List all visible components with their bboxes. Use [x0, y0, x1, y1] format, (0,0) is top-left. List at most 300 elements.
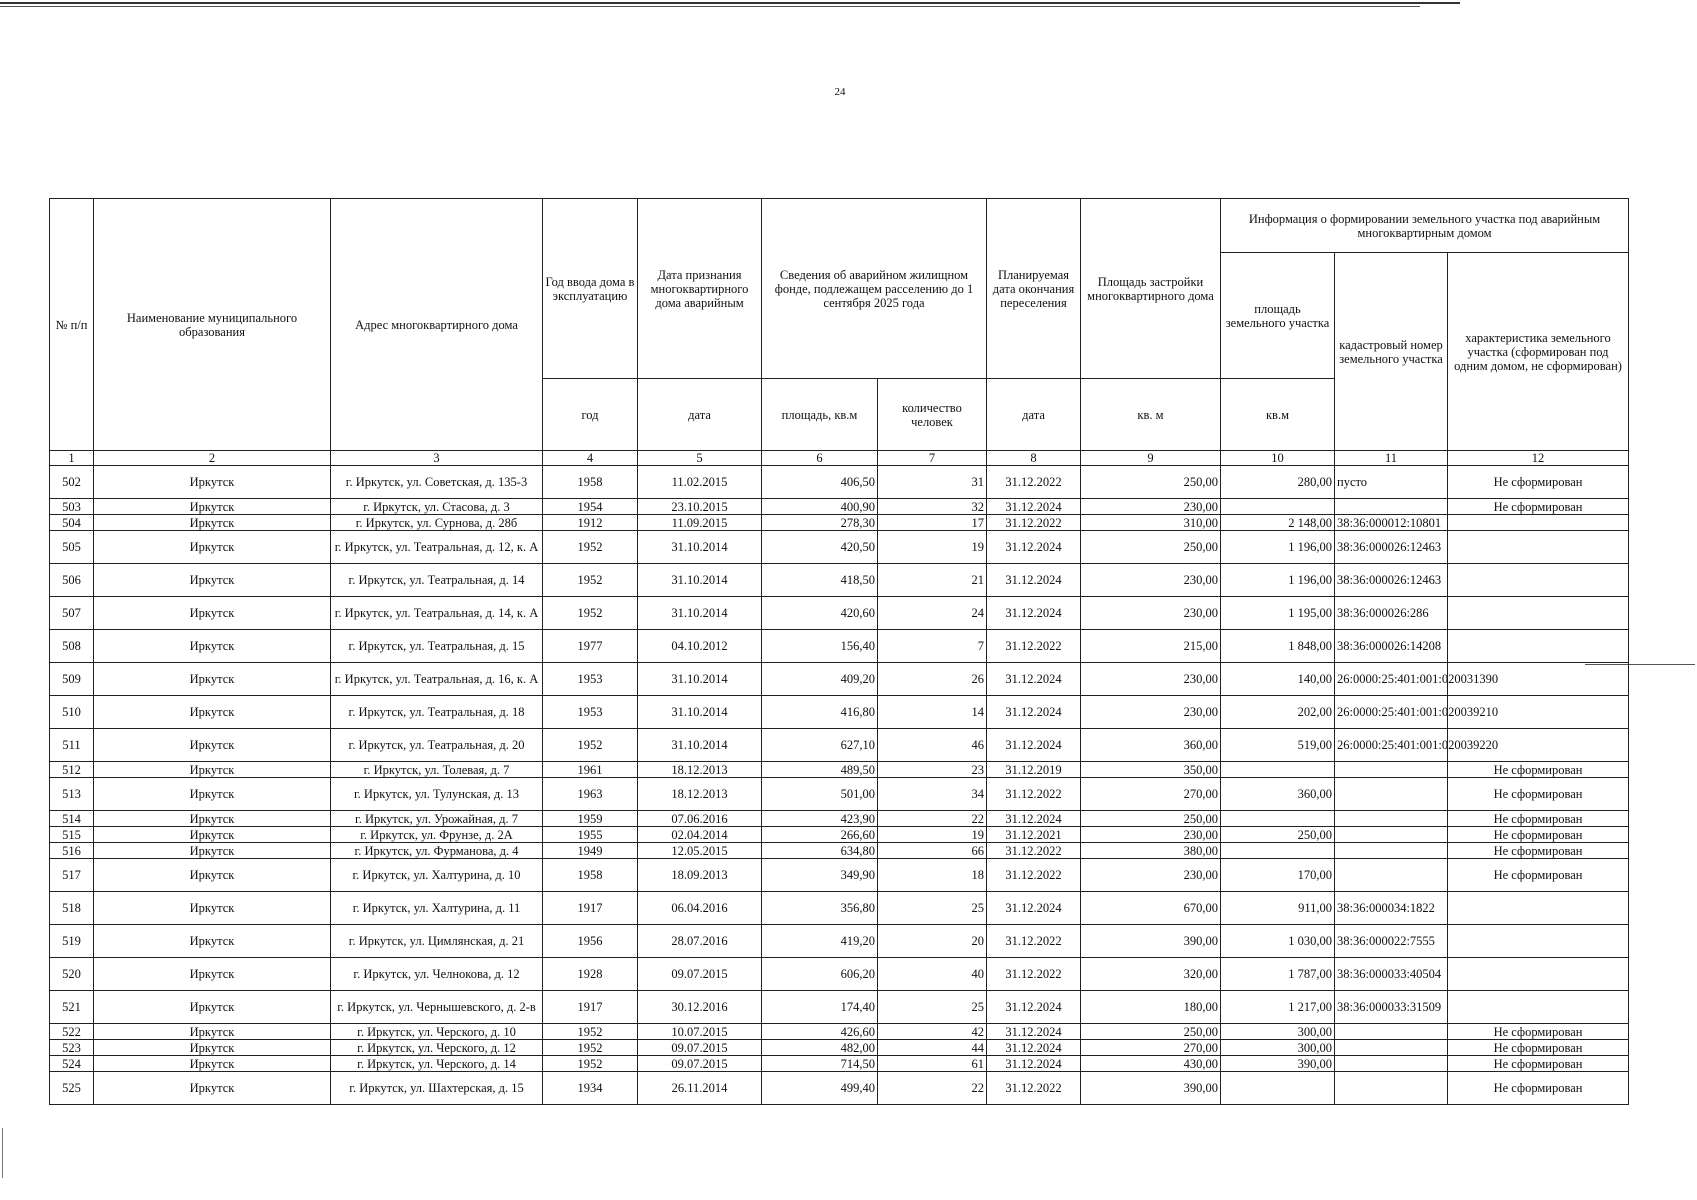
- planned-date-cell: 31.12.2021: [987, 827, 1081, 843]
- built-area-cell: 230,00: [1081, 827, 1221, 843]
- people-cell: 17: [878, 515, 987, 531]
- recognition-date-cell: 31.10.2014: [638, 564, 762, 597]
- year-cell: 1952: [543, 1040, 638, 1056]
- built-area-cell: 230,00: [1081, 663, 1221, 696]
- land-characteristic-cell: [1448, 515, 1629, 531]
- recognition-date-cell: 09.07.2015: [638, 958, 762, 991]
- row-number: 508: [50, 630, 94, 663]
- land-characteristic-cell: Не сформирован: [1448, 778, 1629, 811]
- header-built-area: Площадь застройки многоквартирного дома: [1081, 199, 1221, 379]
- recognition-date-cell: 07.06.2016: [638, 811, 762, 827]
- land-area-cell: [1221, 1072, 1335, 1105]
- recognition-date-cell: 30.12.2016: [638, 991, 762, 1024]
- land-area-cell: 1 217,00: [1221, 991, 1335, 1024]
- people-cell: 32: [878, 499, 987, 515]
- built-area-cell: 320,00: [1081, 958, 1221, 991]
- planned-date-cell: 31.12.2022: [987, 859, 1081, 892]
- table-row: [50, 1024, 1629, 1040]
- municipality-cell: Иркутск: [94, 499, 331, 515]
- unit-date-planned: дата: [987, 379, 1081, 451]
- row-number: 524: [50, 1056, 94, 1072]
- area-cell: 423,90: [762, 811, 878, 827]
- row-number: 504: [50, 515, 94, 531]
- column-number-row: [50, 451, 1629, 466]
- row-number: 515: [50, 827, 94, 843]
- top-rule-secondary: [0, 6, 1420, 7]
- cadastral-cell: 26:0000:25:401:001:020039220: [1335, 729, 1448, 762]
- recognition-date-cell: 31.10.2014: [638, 663, 762, 696]
- address-cell: г. Иркутск, ул. Цимлянская, д. 21: [331, 925, 543, 958]
- municipality-cell: Иркутск: [94, 466, 331, 499]
- row-number: 519: [50, 925, 94, 958]
- header-number: № п/п: [50, 199, 94, 451]
- recognition-date-cell: 09.07.2015: [638, 1040, 762, 1056]
- people-cell: 25: [878, 892, 987, 925]
- land-area-cell: 1 196,00: [1221, 531, 1335, 564]
- table-row: [50, 630, 1629, 663]
- cadastral-cell: 38:36:000033:31509: [1335, 991, 1448, 1024]
- address-cell: г. Иркутск, ул. Черского, д. 12: [331, 1040, 543, 1056]
- row-number: 514: [50, 811, 94, 827]
- land-area-cell: 140,00: [1221, 663, 1335, 696]
- cadastral-cell: 38:36:000026:14208: [1335, 630, 1448, 663]
- address-cell: г. Иркутск, ул. Чернышевского, д. 2-в: [331, 991, 543, 1024]
- land-area-cell: 360,00: [1221, 778, 1335, 811]
- header-year: Год ввода дома в эксплуатацию: [543, 199, 638, 379]
- table-row: [50, 729, 1629, 762]
- municipality-cell: Иркутск: [94, 1056, 331, 1072]
- row-number: 522: [50, 1024, 94, 1040]
- planned-date-cell: 31.12.2024: [987, 531, 1081, 564]
- built-area-cell: 250,00: [1081, 811, 1221, 827]
- cadastral-cell: [1335, 1024, 1448, 1040]
- row-number: 517: [50, 859, 94, 892]
- people-cell: 61: [878, 1056, 987, 1072]
- planned-date-cell: 31.12.2024: [987, 499, 1081, 515]
- land-characteristic-cell: [1448, 564, 1629, 597]
- land-characteristic-cell: [1448, 958, 1629, 991]
- header-cadastral: кадастровый номер земельного участка: [1335, 253, 1448, 451]
- land-characteristic-cell: Не сформирован: [1448, 499, 1629, 515]
- table-body: [50, 466, 1629, 1105]
- built-area-cell: 310,00: [1081, 515, 1221, 531]
- land-area-cell: 300,00: [1221, 1024, 1335, 1040]
- people-cell: 25: [878, 991, 987, 1024]
- area-cell: 409,20: [762, 663, 878, 696]
- year-cell: 1934: [543, 1072, 638, 1105]
- recognition-date-cell: 23.10.2015: [638, 499, 762, 515]
- land-characteristic-cell: [1448, 892, 1629, 925]
- municipality-cell: Иркутск: [94, 597, 331, 630]
- planned-date-cell: 31.12.2024: [987, 991, 1081, 1024]
- planned-date-cell: 31.12.2022: [987, 843, 1081, 859]
- people-cell: 22: [878, 1072, 987, 1105]
- people-cell: 34: [878, 778, 987, 811]
- row-number: 505: [50, 531, 94, 564]
- land-characteristic-cell: Не сформирован: [1448, 843, 1629, 859]
- unit-people: количество человек: [878, 379, 987, 451]
- address-cell: г. Иркутск, ул. Халтурина, д. 11: [331, 892, 543, 925]
- planned-date-cell: 31.12.2024: [987, 1040, 1081, 1056]
- planned-date-cell: 31.12.2022: [987, 925, 1081, 958]
- row-number: 520: [50, 958, 94, 991]
- area-cell: 714,50: [762, 1056, 878, 1072]
- land-characteristic-cell: Не сформирован: [1448, 1056, 1629, 1072]
- header-address: Адрес многоквартирного дома: [331, 199, 543, 451]
- column-number-cell: 1: [50, 451, 94, 466]
- recognition-date-cell: 11.02.2015: [638, 466, 762, 499]
- header-recognition-date: Дата признания многоквартирного дома аварийным: [638, 199, 762, 379]
- address-cell: г. Иркутск, ул. Театральная, д. 14, к. А: [331, 597, 543, 630]
- year-cell: 1952: [543, 729, 638, 762]
- built-area-cell: 670,00: [1081, 892, 1221, 925]
- row-number: 525: [50, 1072, 94, 1105]
- planned-date-cell: 31.12.2019: [987, 762, 1081, 778]
- column-number-cell: 6: [762, 451, 878, 466]
- address-cell: г. Иркутск, ул. Сурнова, д. 28б: [331, 515, 543, 531]
- built-area-cell: 215,00: [1081, 630, 1221, 663]
- land-area-cell: 1 030,00: [1221, 925, 1335, 958]
- table-row: [50, 531, 1629, 564]
- year-cell: 1958: [543, 859, 638, 892]
- municipality-cell: Иркутск: [94, 564, 331, 597]
- municipality-cell: Иркутск: [94, 811, 331, 827]
- people-cell: 40: [878, 958, 987, 991]
- unit-date: дата: [638, 379, 762, 451]
- land-area-cell: 519,00: [1221, 729, 1335, 762]
- year-cell: 1912: [543, 515, 638, 531]
- planned-date-cell: 31.12.2022: [987, 778, 1081, 811]
- people-cell: 19: [878, 531, 987, 564]
- area-cell: 420,60: [762, 597, 878, 630]
- table-row: [50, 1072, 1629, 1105]
- header-land-area: площадь земельного участка: [1221, 253, 1335, 379]
- year-cell: 1953: [543, 696, 638, 729]
- people-cell: 66: [878, 843, 987, 859]
- cadastral-cell: 38:36:000026:12463: [1335, 531, 1448, 564]
- address-cell: г. Иркутск, ул. Тулунская, д. 13: [331, 778, 543, 811]
- address-cell: г. Иркутск, ул. Театральная, д. 15: [331, 630, 543, 663]
- table-row: [50, 466, 1629, 499]
- header-housing-info: Сведения об аварийном жилищном фонде, подлежащем расселению до 1 сентября 2025 года: [762, 199, 987, 379]
- built-area-cell: 390,00: [1081, 925, 1221, 958]
- people-cell: 46: [878, 729, 987, 762]
- address-cell: г. Иркутск, ул. Шахтерская, д. 15: [331, 1072, 543, 1105]
- municipality-cell: Иркутск: [94, 1040, 331, 1056]
- cadastral-cell: 38:36:000022:7555: [1335, 925, 1448, 958]
- municipality-cell: Иркутск: [94, 859, 331, 892]
- year-cell: 1959: [543, 811, 638, 827]
- table-row: [50, 515, 1629, 531]
- page-number: 24: [834, 86, 846, 98]
- year-cell: 1917: [543, 991, 638, 1024]
- unit-built-sqm: кв. м: [1081, 379, 1221, 451]
- cadastral-cell: [1335, 762, 1448, 778]
- built-area-cell: 230,00: [1081, 499, 1221, 515]
- area-cell: 419,20: [762, 925, 878, 958]
- land-area-cell: 1 787,00: [1221, 958, 1335, 991]
- year-cell: 1949: [543, 843, 638, 859]
- table-row: [50, 958, 1629, 991]
- address-cell: г. Иркутск, ул. Театральная, д. 16, к. А: [331, 663, 543, 696]
- row-number: 512: [50, 762, 94, 778]
- land-area-cell: 2 148,00: [1221, 515, 1335, 531]
- people-cell: 14: [878, 696, 987, 729]
- table-row: [50, 1040, 1629, 1056]
- column-number-cell: 11: [1335, 451, 1448, 466]
- area-cell: 174,40: [762, 991, 878, 1024]
- year-cell: 1977: [543, 630, 638, 663]
- land-area-cell: [1221, 499, 1335, 515]
- planned-date-cell: 31.12.2024: [987, 1056, 1081, 1072]
- land-area-cell: [1221, 843, 1335, 859]
- recognition-date-cell: 09.07.2015: [638, 1056, 762, 1072]
- cadastral-cell: 26:0000:25:401:001:020039210: [1335, 696, 1448, 729]
- land-characteristic-cell: [1448, 597, 1629, 630]
- address-cell: г. Иркутск, ул. Стасова, д. 3: [331, 499, 543, 515]
- municipality-cell: Иркутск: [94, 515, 331, 531]
- planned-date-cell: 31.12.2022: [987, 1072, 1081, 1105]
- recognition-date-cell: 04.10.2012: [638, 630, 762, 663]
- address-cell: г. Иркутск, ул. Советская, д. 135-3: [331, 466, 543, 499]
- cadastral-cell: [1335, 859, 1448, 892]
- municipality-cell: Иркутск: [94, 925, 331, 958]
- cadastral-cell: [1335, 1072, 1448, 1105]
- unit-land-sqm: кв.м: [1221, 379, 1335, 451]
- recognition-date-cell: 31.10.2014: [638, 729, 762, 762]
- address-cell: г. Иркутск, ул. Черского, д. 10: [331, 1024, 543, 1040]
- land-characteristic-cell: [1448, 630, 1629, 663]
- unit-area: площадь, кв.м: [762, 379, 878, 451]
- cadastral-cell: [1335, 778, 1448, 811]
- land-characteristic-cell: Не сформирован: [1448, 1024, 1629, 1040]
- land-area-cell: [1221, 811, 1335, 827]
- table-row: [50, 859, 1629, 892]
- header-municipality: Наименование муниципального образования: [94, 199, 331, 451]
- land-area-cell: 170,00: [1221, 859, 1335, 892]
- municipality-cell: Иркутск: [94, 531, 331, 564]
- recognition-date-cell: 06.04.2016: [638, 892, 762, 925]
- land-area-cell: [1221, 762, 1335, 778]
- land-area-cell: 911,00: [1221, 892, 1335, 925]
- column-number-cell: 8: [987, 451, 1081, 466]
- municipality-cell: Иркутск: [94, 762, 331, 778]
- land-characteristic-cell: [1448, 531, 1629, 564]
- recognition-date-cell: 18.12.2013: [638, 778, 762, 811]
- column-number-cell: 10: [1221, 451, 1335, 466]
- people-cell: 22: [878, 811, 987, 827]
- people-cell: 7: [878, 630, 987, 663]
- area-cell: 501,00: [762, 778, 878, 811]
- recognition-date-cell: 12.05.2015: [638, 843, 762, 859]
- people-cell: 18: [878, 859, 987, 892]
- municipality-cell: Иркутск: [94, 958, 331, 991]
- planned-date-cell: 31.12.2024: [987, 597, 1081, 630]
- municipality-cell: Иркутск: [94, 827, 331, 843]
- recognition-date-cell: 28.07.2016: [638, 925, 762, 958]
- address-cell: г. Иркутск, ул. Черского, д. 14: [331, 1056, 543, 1072]
- recognition-date-cell: 26.11.2014: [638, 1072, 762, 1105]
- area-cell: 482,00: [762, 1040, 878, 1056]
- row-number: 503: [50, 499, 94, 515]
- planned-date-cell: 31.12.2022: [987, 515, 1081, 531]
- year-cell: 1917: [543, 892, 638, 925]
- built-area-cell: 250,00: [1081, 531, 1221, 564]
- year-cell: 1956: [543, 925, 638, 958]
- area-cell: 156,40: [762, 630, 878, 663]
- municipality-cell: Иркутск: [94, 663, 331, 696]
- planned-date-cell: 31.12.2024: [987, 1024, 1081, 1040]
- recognition-date-cell: 31.10.2014: [638, 597, 762, 630]
- address-cell: г. Иркутск, ул. Халтурина, д. 10: [331, 859, 543, 892]
- built-area-cell: 230,00: [1081, 696, 1221, 729]
- year-cell: 1958: [543, 466, 638, 499]
- header-land-info: Информация о формировании земельного участка под аварийным многоквартирным домом: [1221, 199, 1629, 253]
- planned-date-cell: 31.12.2024: [987, 892, 1081, 925]
- land-area-cell: 300,00: [1221, 1040, 1335, 1056]
- cadastral-cell: [1335, 1040, 1448, 1056]
- cadastral-cell: 26:0000:25:401:001:020031390: [1335, 663, 1448, 696]
- built-area-cell: 360,00: [1081, 729, 1221, 762]
- cadastral-cell: [1335, 843, 1448, 859]
- land-characteristic-cell: [1448, 991, 1629, 1024]
- address-cell: г. Иркутск, ул. Театральная, д. 18: [331, 696, 543, 729]
- table-row: [50, 991, 1629, 1024]
- row-number: 518: [50, 892, 94, 925]
- land-area-cell: 390,00: [1221, 1056, 1335, 1072]
- land-area-cell: 280,00: [1221, 466, 1335, 499]
- built-area-cell: 430,00: [1081, 1056, 1221, 1072]
- row-number: 523: [50, 1040, 94, 1056]
- address-cell: г. Иркутск, ул. Толевая, д. 7: [331, 762, 543, 778]
- land-characteristic-cell: Не сформирован: [1448, 762, 1629, 778]
- header-planned-date: Планируемая дата окончания переселения: [987, 199, 1081, 379]
- land-area-cell: 1 195,00: [1221, 597, 1335, 630]
- year-cell: 1952: [543, 1024, 638, 1040]
- table-row: [50, 499, 1629, 515]
- people-cell: 31: [878, 466, 987, 499]
- year-cell: 1953: [543, 663, 638, 696]
- built-area-cell: 250,00: [1081, 1024, 1221, 1040]
- planned-date-cell: 31.12.2022: [987, 466, 1081, 499]
- row-number: 506: [50, 564, 94, 597]
- year-cell: 1952: [543, 1056, 638, 1072]
- planned-date-cell: 31.12.2024: [987, 696, 1081, 729]
- built-area-cell: 230,00: [1081, 564, 1221, 597]
- area-cell: 400,90: [762, 499, 878, 515]
- recognition-date-cell: 02.04.2014: [638, 827, 762, 843]
- table-row: [50, 843, 1629, 859]
- municipality-cell: Иркутск: [94, 778, 331, 811]
- built-area-cell: 230,00: [1081, 597, 1221, 630]
- people-cell: 44: [878, 1040, 987, 1056]
- municipality-cell: Иркутск: [94, 892, 331, 925]
- land-characteristic-cell: Не сформирован: [1448, 1040, 1629, 1056]
- emergency-housing-table: [49, 198, 1629, 1105]
- cadastral-cell: [1335, 499, 1448, 515]
- people-cell: 21: [878, 564, 987, 597]
- land-area-cell: 1 848,00: [1221, 630, 1335, 663]
- land-area-cell: 202,00: [1221, 696, 1335, 729]
- table-row: [50, 827, 1629, 843]
- people-cell: 24: [878, 597, 987, 630]
- area-cell: 634,80: [762, 843, 878, 859]
- column-number-cell: 4: [543, 451, 638, 466]
- municipality-cell: Иркутск: [94, 696, 331, 729]
- people-cell: 23: [878, 762, 987, 778]
- cadastral-cell: [1335, 811, 1448, 827]
- table-row: [50, 597, 1629, 630]
- land-characteristic-cell: Не сформирован: [1448, 1072, 1629, 1105]
- row-number: 507: [50, 597, 94, 630]
- row-number: 511: [50, 729, 94, 762]
- planned-date-cell: 31.12.2024: [987, 811, 1081, 827]
- address-cell: г. Иркутск, ул. Театральная, д. 20: [331, 729, 543, 762]
- built-area-cell: 250,00: [1081, 466, 1221, 499]
- built-area-cell: 270,00: [1081, 778, 1221, 811]
- column-number-cell: 3: [331, 451, 543, 466]
- municipality-cell: Иркутск: [94, 1024, 331, 1040]
- area-cell: 278,30: [762, 515, 878, 531]
- municipality-cell: Иркутск: [94, 1072, 331, 1105]
- table-row: [50, 811, 1629, 827]
- built-area-cell: 350,00: [1081, 762, 1221, 778]
- recognition-date-cell: 11.09.2015: [638, 515, 762, 531]
- cadastral-cell: 38:36:000026:286: [1335, 597, 1448, 630]
- table-row: [50, 663, 1629, 696]
- built-area-cell: 390,00: [1081, 1072, 1221, 1105]
- cadastral-cell: 38:36:000033:40504: [1335, 958, 1448, 991]
- year-cell: 1961: [543, 762, 638, 778]
- land-characteristic-cell: [1448, 925, 1629, 958]
- year-cell: 1952: [543, 531, 638, 564]
- area-cell: 349,90: [762, 859, 878, 892]
- column-number-cell: 7: [878, 451, 987, 466]
- year-cell: 1952: [543, 564, 638, 597]
- land-characteristic-cell: Не сформирован: [1448, 827, 1629, 843]
- land-area-cell: 1 196,00: [1221, 564, 1335, 597]
- year-cell: 1963: [543, 778, 638, 811]
- land-area-cell: 250,00: [1221, 827, 1335, 843]
- row-number: 516: [50, 843, 94, 859]
- column-number-cell: 9: [1081, 451, 1221, 466]
- address-cell: г. Иркутск, ул. Театральная, д. 14: [331, 564, 543, 597]
- area-cell: 499,40: [762, 1072, 878, 1105]
- year-cell: 1955: [543, 827, 638, 843]
- area-cell: 356,80: [762, 892, 878, 925]
- column-number-cell: 5: [638, 451, 762, 466]
- area-cell: 420,50: [762, 531, 878, 564]
- unit-year: год: [543, 379, 638, 451]
- land-characteristic-cell: Не сформирован: [1448, 811, 1629, 827]
- area-cell: 418,50: [762, 564, 878, 597]
- planned-date-cell: 31.12.2024: [987, 729, 1081, 762]
- people-cell: 42: [878, 1024, 987, 1040]
- row-number: 513: [50, 778, 94, 811]
- built-area-cell: 180,00: [1081, 991, 1221, 1024]
- planned-date-cell: 31.12.2022: [987, 958, 1081, 991]
- area-cell: 606,20: [762, 958, 878, 991]
- column-number-cell: 2: [94, 451, 331, 466]
- planned-date-cell: 31.12.2024: [987, 564, 1081, 597]
- built-area-cell: 270,00: [1081, 1040, 1221, 1056]
- header-land-characteristic: характеристика земельного участка (сформирован под одним домом, не сформирован): [1448, 253, 1629, 451]
- year-cell: 1928: [543, 958, 638, 991]
- row-number: 509: [50, 663, 94, 696]
- table-row: [50, 778, 1629, 811]
- land-characteristic-cell: Не сформирован: [1448, 859, 1629, 892]
- area-cell: 489,50: [762, 762, 878, 778]
